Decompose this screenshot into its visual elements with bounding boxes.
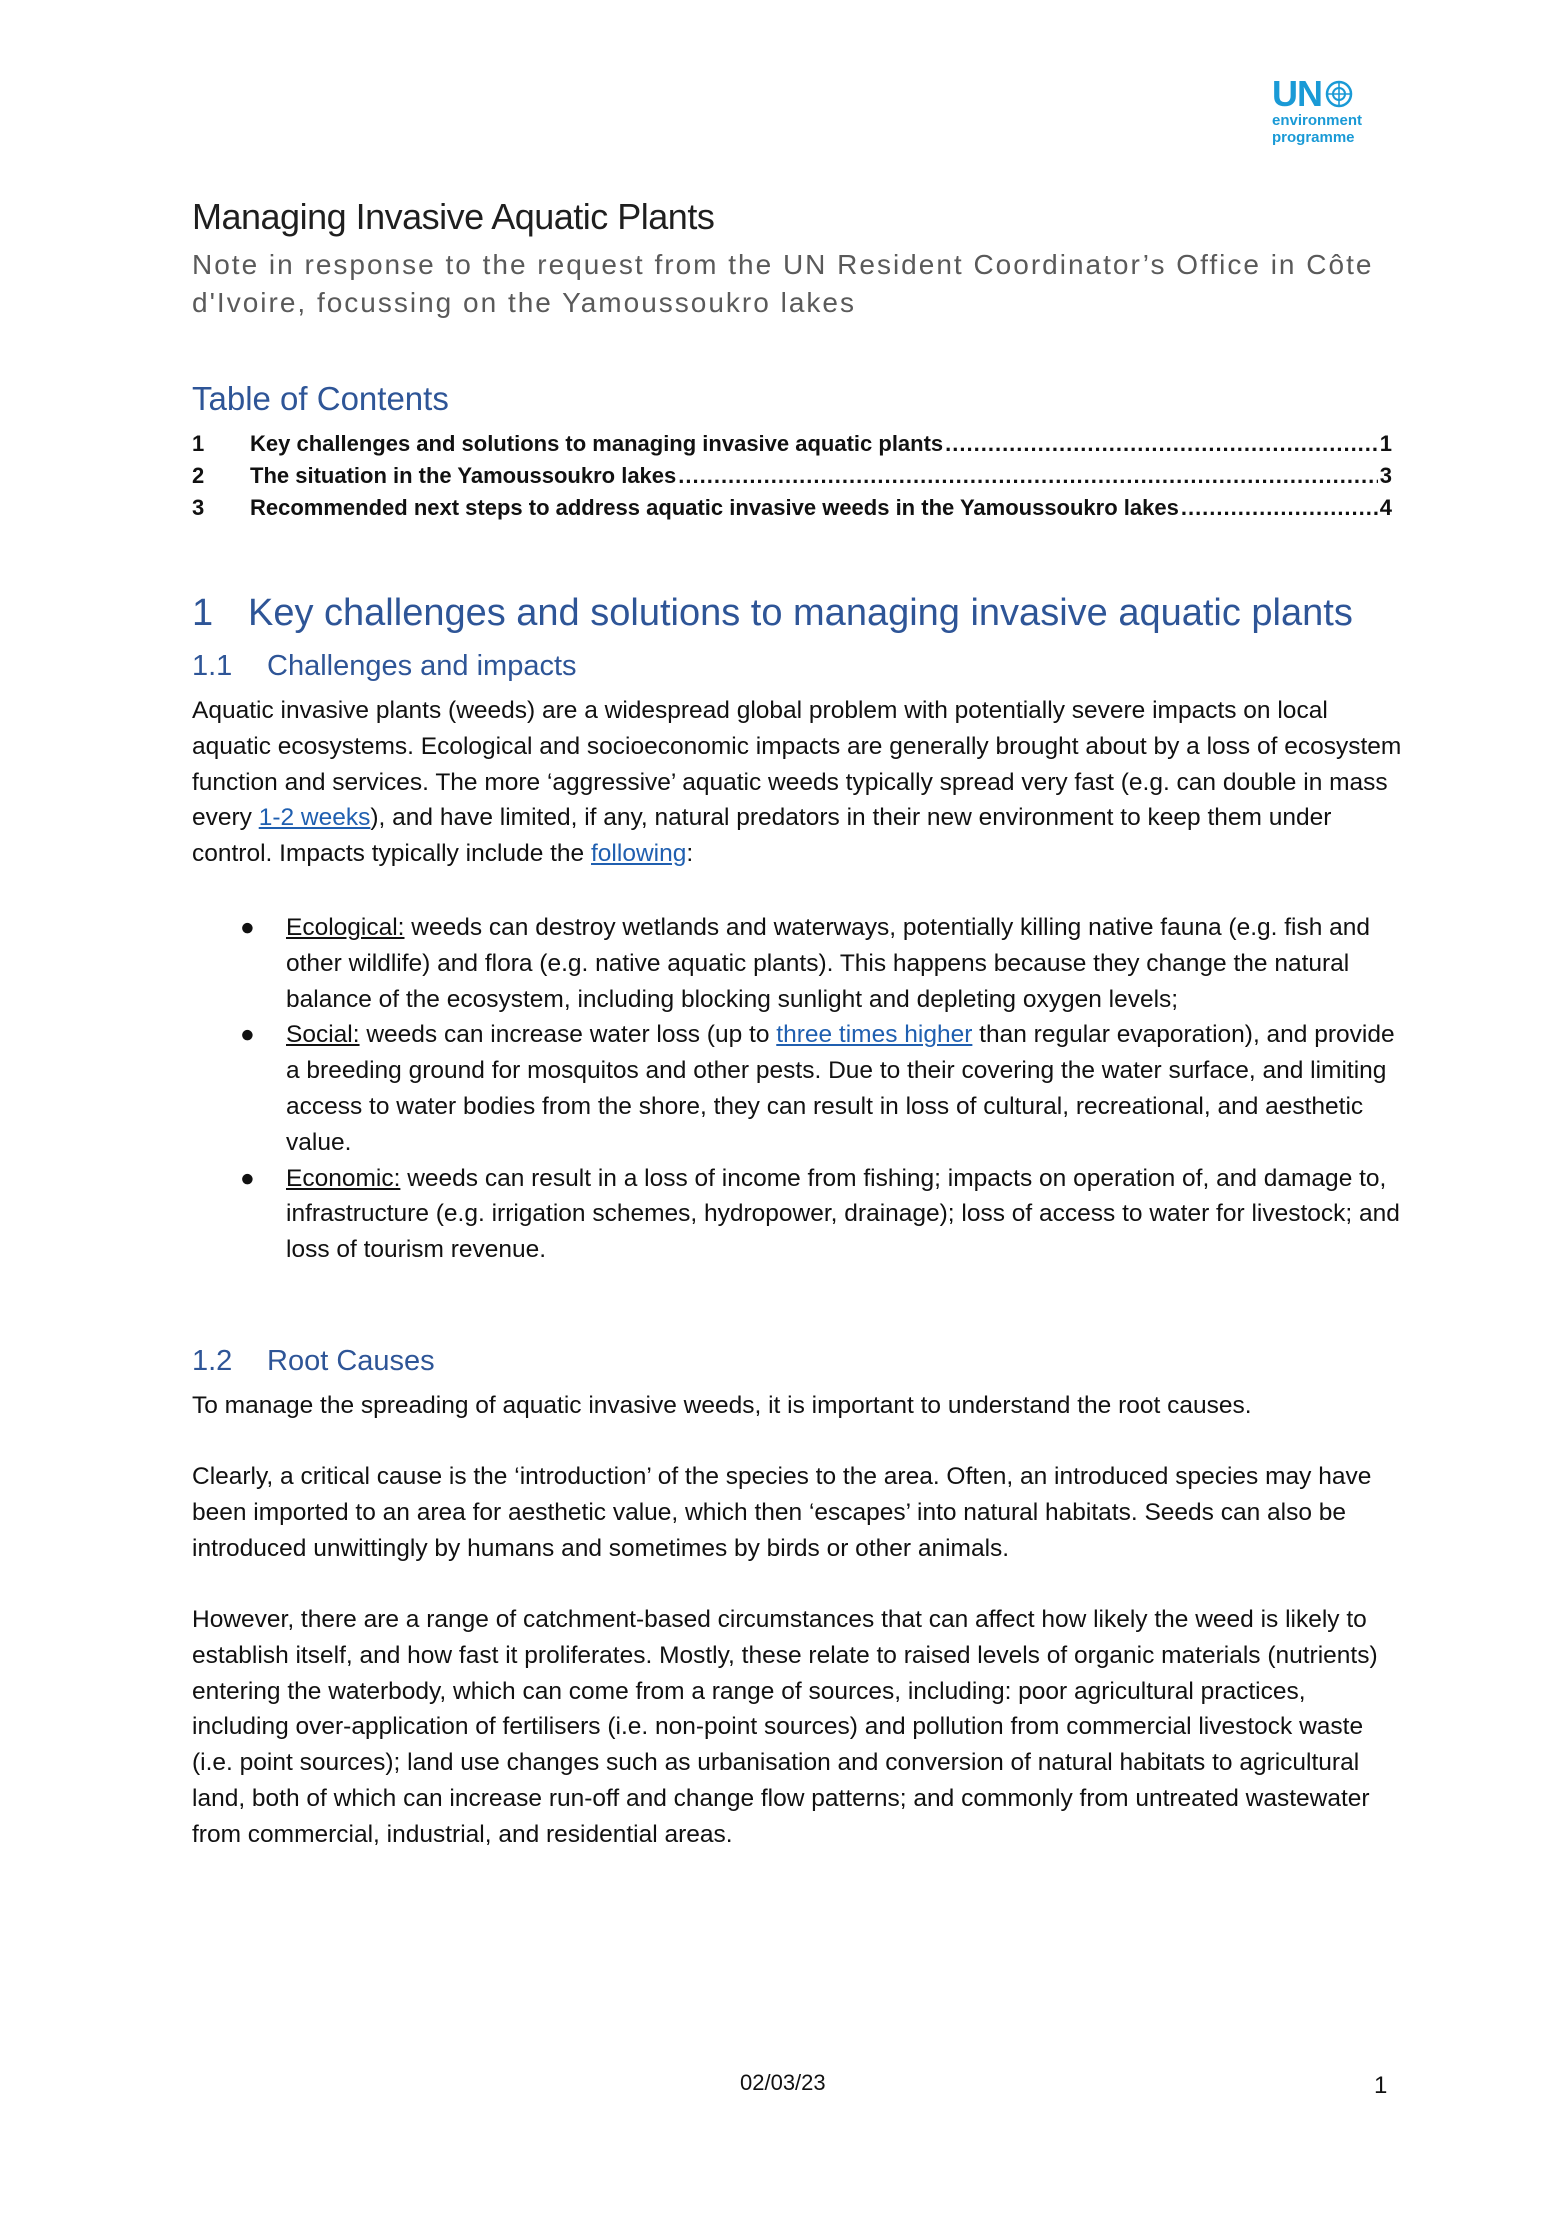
footer-date: 02/03/23 [740, 2070, 826, 2095]
impacts-source-link[interactable]: following [591, 840, 687, 868]
table-of-contents [192, 428, 1392, 524]
toc-leader-dots [678, 460, 1377, 492]
logo-brand: UN [1272, 73, 1322, 114]
bullet-label: Social: [286, 1021, 360, 1049]
page-number: 1 [1374, 2072, 1388, 2099]
bullet-icon: ● [240, 1164, 255, 1192]
toc-entry-number: 2 [192, 463, 205, 488]
toc-entry-page: 4 [1379, 495, 1392, 520]
section-1-heading [192, 592, 1353, 635]
paragraph-text: ), and have limited, if any, natural predators in their new environment to keep them under control. Impacts typically include the [192, 804, 1332, 868]
logo-line-2: programme [1272, 129, 1355, 146]
toc-entry-number: 1 [192, 431, 205, 456]
impacts-list [192, 910, 1402, 1268]
toc-entry-title[interactable]: The situation in the Yamoussoukro lakes [250, 463, 677, 488]
toc-entry-page: 1 [1379, 431, 1392, 456]
toc-entry-number: 3 [192, 495, 205, 520]
document-title: Managing Invasive Aquatic Plants [192, 196, 715, 237]
toc-leader-dots [1181, 492, 1378, 524]
section-number: 1 [192, 592, 214, 634]
bullet-text: weeds can destroy wetlands and waterways, potentially killing native fauna (e.g. fish and other wildlife) and flora (e.g. native aquatic plants). This happens because they change the natural balance of the ecosystem, including blocking sunlight and depleting oxygen levels; [286, 914, 1371, 1013]
paragraph-text: : [686, 840, 694, 868]
section-number: 1.2 [192, 1345, 233, 1377]
logo-line-1: environment [1272, 112, 1363, 129]
paragraph-text: Aquatic invasive plants (weeds) are a widespread global problem with potentially severe impacts on local aquatic ecosystems. Ecological and socioeconomic impacts are generally brought about by a loss of ecosystem function and services. The more ‘aggressive’ aquatic weeds typically spread very fast (e.g. can double in mass every [192, 697, 1402, 832]
bullet-label: Ecological: [286, 914, 405, 941]
toc-entry[interactable] [192, 428, 1392, 460]
toc-entry-title[interactable]: Recommended next steps to address aquatic invasive weeds in the Yamoussoukro lakes [250, 495, 1179, 520]
document-subtitle: Note in response to the request from the UN Resident Coordinator’s Office in Côte d'Ivoire, focussing on the Yamoussoukro lakes [192, 249, 1374, 318]
un-emblem-icon [1325, 80, 1353, 108]
section-title: Key challenges and solutions to managing invasive aquatic plants [248, 592, 1353, 634]
bullet-text: weeds can increase water loss (up to [359, 1021, 777, 1049]
list-item [192, 1017, 1402, 1160]
list-item [192, 1161, 1402, 1268]
section-1-2-heading [192, 1345, 435, 1378]
introduction-cause-paragraph: Clearly, a critical cause is the ‘introduction’ of the species to the area. Often, an introduced species may have been imported to an area for aesthetic value, which then ‘escapes’ into natural habitats. Seeds can also be introduced unwittingly by humans and sometimes by birds or other animals. [192, 1463, 1372, 1562]
section-title: Challenges and impacts [267, 650, 577, 682]
bullet-icon: ● [240, 1021, 255, 1049]
challenges-paragraph [192, 693, 1402, 872]
section-1-1-heading [192, 650, 577, 683]
un-environment-logo [1272, 73, 1382, 156]
catchment-factors-paragraph: However, there are a range of catchment-based circumstances that can affect how likely the weed is likely to establish itself, and how fast it proliferates. Mostly, these relate to raised levels of organic materials (nutrients) entering the waterbody, which can come from a range of sources, including: poor agricultural practices, including over-application of fertilisers (i.e. non-point sources) and pollution from commercial livestock waste (i.e. point sources); land use changes such as urbanisation and conversion of natural habitats to agricultural land, both of which can increase run-off and change flow patterns; and commonly from untreated wastewater from commercial, industrial, and residential areas. [192, 1606, 1378, 1848]
toc-entry[interactable] [192, 492, 1392, 524]
list-item [192, 910, 1402, 1017]
doubling-rate-link[interactable]: 1-2 weeks [258, 804, 371, 832]
toc-leader-dots [945, 428, 1378, 460]
root-causes-intro: To manage the spreading of aquatic invasive weeds, it is important to understand the root causes. [192, 1392, 1252, 1419]
toc-heading: Table of Contents [192, 380, 449, 417]
bullet-text: than regular evaporation), and provide a breeding ground for mosquitos and other pests. Due to their covering the water surface, and limiting access to water bodies from the shore, they can result in loss of cultural, recreational, and aesthetic value. [286, 1021, 1395, 1156]
toc-entry-title[interactable]: Key challenges and solutions to managing invasive aquatic plants [250, 431, 944, 456]
water-loss-source-link[interactable]: three times higher [776, 1021, 973, 1049]
section-title: Root Causes [267, 1345, 435, 1377]
bullet-label: Economic: [286, 1164, 401, 1192]
toc-entry-page: 3 [1379, 463, 1392, 488]
toc-entry[interactable] [192, 460, 1392, 492]
bullet-icon: ● [240, 914, 255, 941]
section-number: 1.1 [192, 650, 233, 682]
bullet-text: weeds can result in a loss of income from fishing; impacts on operation of, and damage to, infrastructure (e.g. irrigation schemes, hydropower, drainage); loss of access to water for livestock; and loss of tourism revenue. [286, 1164, 1400, 1264]
